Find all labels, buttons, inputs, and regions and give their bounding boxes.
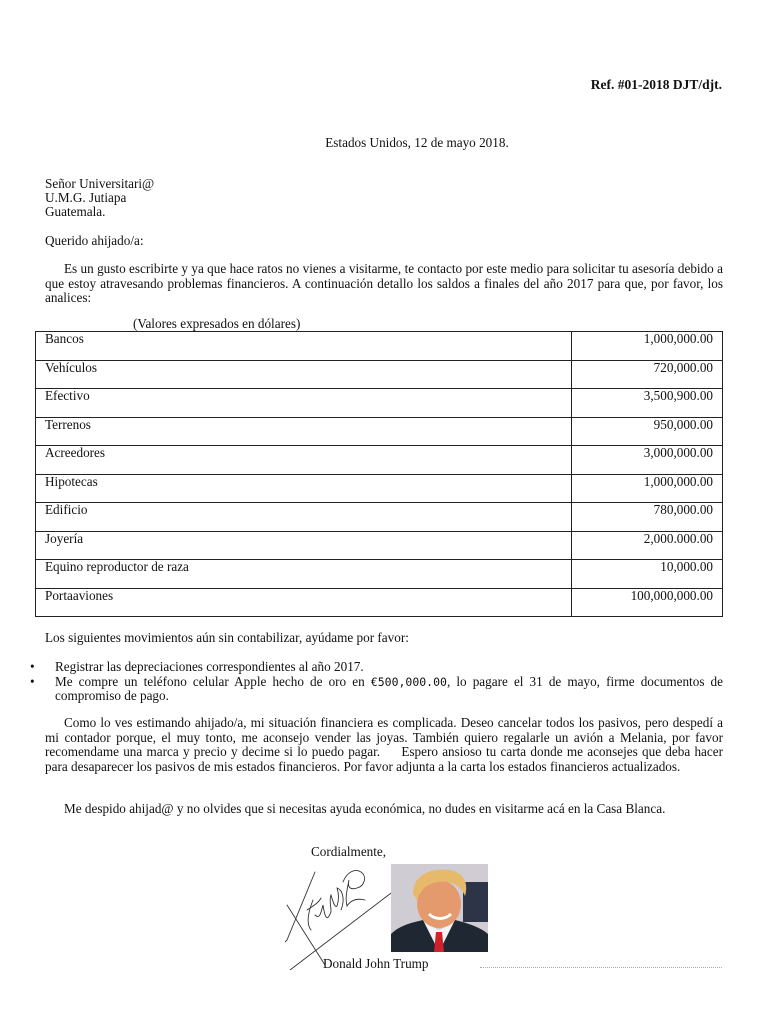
signature-stroke [307,888,343,930]
phone-amount: €500,000.00 [370,674,447,689]
bullet-icon: • [30,659,35,674]
movement-text: , lo pagare el 31 de mayo, firme documentos de compromiso de pago. [55,673,723,704]
table-row [36,360,723,389]
list-item [30,660,723,675]
list-item [30,675,723,704]
account-label: Edificio [36,503,572,532]
movement-text: Me compre un teléfono celular Apple hecho de oro en [55,673,371,689]
account-label: Portaaviones [36,588,572,617]
account-value: 1,000,000.00 [572,332,723,361]
table-row [36,503,723,532]
account-label: Hipotecas [36,474,572,503]
account-label: Acreedores [36,446,572,475]
movements-intro: Los siguientes movimientos aún sin contabilizar, ayúdame por favor: [45,630,409,645]
account-label: Joyería [36,531,572,560]
table-row [36,560,723,589]
table-row [36,588,723,617]
account-value: 780,000.00 [572,503,723,532]
photo-backdrop-sign [463,882,488,922]
account-value: 3,000,000.00 [572,446,723,475]
table-caption: (Valores expresados en dólares) [133,316,301,331]
account-value: 2,000.000.00 [572,531,723,560]
signature-stroke [343,870,365,906]
farewell-paragraph: Me despido ahijad@ y no olvides que si necesitas ayuda económica, no dudes en visitarme acá en la Casa Blanca. [64,801,666,816]
signature-stroke [287,905,325,965]
account-value: 1,000,000.00 [572,474,723,503]
account-label: Terrenos [36,417,572,446]
table-row [36,531,723,560]
movements-list [30,660,723,704]
date-line: Estados Unidos, 12 de mayo 2018. [325,135,509,150]
balances-table [35,331,723,617]
intro-paragraph: Es un gusto escribirte y ya que hace ratos no vienes a visitarme, te contacto por este medio para solicitar tu asesoría debido a que estoy atravesando problemas financieros. A continuación detallo los saldos a finales del año 2017 para que, por favor, los analices: [45,261,723,306]
closing: Cordialmente, [311,844,387,859]
account-value: 950,000.00 [572,417,723,446]
signature-icon [285,860,395,970]
address-line: U.M.G. Jutiapa [45,190,127,205]
salutation: Querido ahijado/a: [45,233,144,248]
account-value: 100,000,000.00 [572,588,723,617]
movement-text: Registrar las depreciaciones correspondientes al año 2017. [55,659,364,674]
table-row [36,474,723,503]
table-row [36,332,723,361]
portrait-photo-icon [391,864,488,952]
table-row [36,389,723,418]
situation-paragraph: Como lo ves estimando ahijado/a, mi situación financiera es complicada. Deseo cancelar todos los pasivos, pero despedí a mi contador porque, el muy tonto, me aconsejo vender las joyas. También quiero regalarle un avión a Melania, por favor recomendame una marca y precio y decime si lo puedo pagar. Espero ansioso tu carta donde me aconsejes que deba hacer para desaparecer los pasivos de mis estados financieros. Por favor adjunta a la carta los estados financieros actualizados. [45,715,727,774]
signer-name: Donald John Trump [323,956,429,971]
account-value: 10,000.00 [572,560,723,589]
account-label: Bancos [36,332,572,361]
image-source-caption [480,967,722,972]
account-value: 3,500,900.00 [572,389,723,418]
bullet-icon: • [30,673,35,689]
table-row [36,417,723,446]
reference-number: Ref. #01-2018 DJT/djt. [590,77,722,92]
account-value: 720,000.00 [572,360,723,389]
address-line: Guatemala. [45,204,106,219]
account-label: Vehículos [36,360,572,389]
recipient-address [45,177,154,219]
table-row [36,446,723,475]
account-label: Equino reproductor de raza [36,560,572,589]
account-label: Efectivo [36,389,572,418]
address-line: Señor Universitari@ [45,176,155,191]
